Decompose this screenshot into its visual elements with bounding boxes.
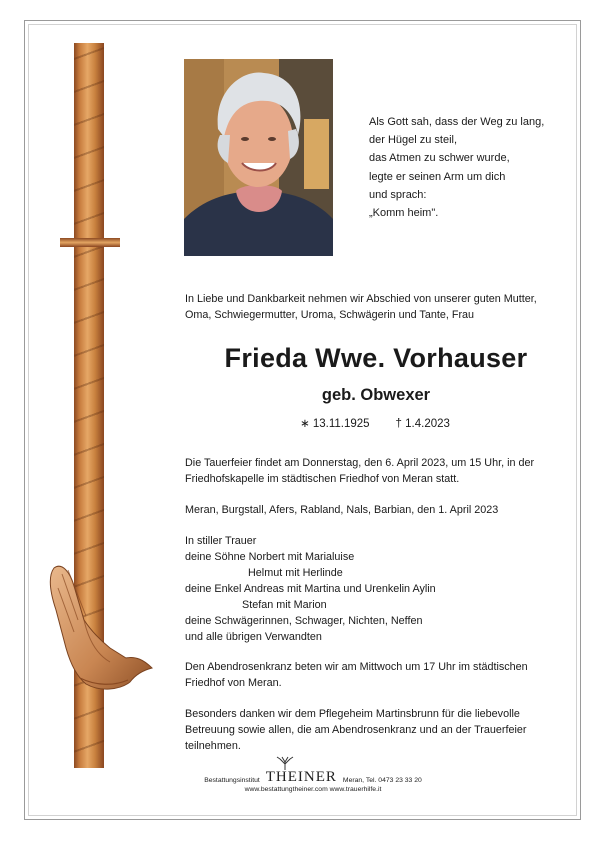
mourner-line: Helmut mit Herlinde <box>248 567 343 579</box>
funeral-home-logo <box>266 770 337 784</box>
footer-websites: www.bestattungtheiner.com www.trauerhilfe.it <box>244 786 382 793</box>
praying-hands-icon <box>40 558 160 708</box>
mourner-line: und alle übrigen Verwandten <box>185 631 322 643</box>
maiden-name: geb. Obwexer <box>321 386 431 404</box>
mourner-line: deine Schwägerinnen, Schwager, Nichten, Neffen <box>185 615 423 627</box>
portrait-image <box>184 59 333 256</box>
mourner-line: deine Söhne Norbert mit Marialuise <box>185 551 355 563</box>
wooden-cross <box>40 43 160 768</box>
poem-line: das Atmen zu schwer wurde, <box>369 152 510 165</box>
rosary-notice: Den Abendrosenkranz beten wir am Mittwoch um 17 Uhr im städtischen Friedhof von Meran. <box>185 661 528 689</box>
poem-line: der Hügel zu steil, <box>369 134 458 147</box>
tree-icon <box>274 756 296 770</box>
poem-line: legte er seinen Arm um dich <box>369 170 506 183</box>
intro-text: In Liebe und Dankbarkeit nehmen wir Abschied von unserer guten Mutter, Oma, Schwiegermutter, Uroma, Schwägerin und Tante, Frau <box>185 293 537 321</box>
mourner-line: In stiller Trauer <box>185 535 257 547</box>
mourners-list <box>185 533 570 645</box>
poem <box>369 113 544 222</box>
funeral-notice: Die Tauerfeier findet am Donnerstag, den 6. April 2023, um 15 Uhr, in der Friedhofskapelle im städtischen Friedhof von Meran statt. <box>185 457 535 485</box>
footer-prefix: Bestattungsinstitut <box>204 777 260 784</box>
footer-contact: Meran, Tel. 0473 23 33 20 <box>342 777 422 784</box>
life-dates <box>300 416 476 430</box>
poem-line: „Komm heim". <box>369 207 439 220</box>
death-date: † 1.4.2023 <box>395 418 450 430</box>
cross-horizontal-beam <box>60 238 120 247</box>
thanks-text: Besonders danken wir dem Pflegeheim Martinsbrunn für die liebevolle Betreuung sowie allen, die am Abendrosenkranz und an der Trauerfeier teilnehmen. <box>185 708 527 752</box>
funeral-home-footer <box>0 770 606 793</box>
places-and-date: Meran, Burgstall, Afers, Rabland, Nals, Barbian, den 1. April 2023 <box>185 504 499 516</box>
poem-line: Als Gott sah, dass der Weg zu lang, <box>369 116 545 128</box>
deceased-name: Frieda Wwe. Vorhauser <box>224 343 528 373</box>
brand-name: THEINER <box>265 769 337 785</box>
mourner-line: deine Enkel Andreas mit Martina und Urenkelin Aylin <box>185 583 436 595</box>
mourner-line: Stefan mit Marion <box>242 599 327 611</box>
poem-line: und sprach: <box>369 188 427 201</box>
portrait-photo <box>184 59 333 256</box>
birth-date: ∗ 13.11.1925 <box>300 418 370 430</box>
